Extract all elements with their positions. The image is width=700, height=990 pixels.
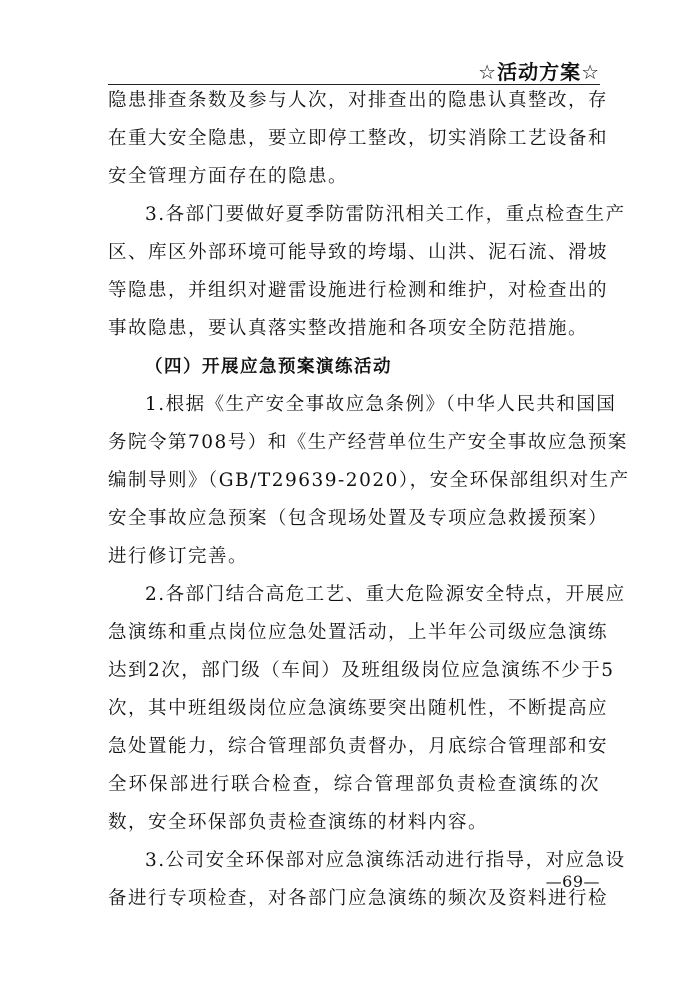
- text-line: 达到2次，部门级（车间）及班组级岗位应急演练不少于5: [108, 660, 615, 681]
- text-line: 全环保部进行联合检查，综合管理部负责检查演练的次: [108, 774, 600, 795]
- document-body: [108, 82, 630, 918]
- text-line: 3.各部门要做好夏季防雷防汛相关工作，重点检查生产: [145, 204, 626, 225]
- text-line: 1.根据《生产安全事故应急条例》（中华人民共和国国: [145, 394, 617, 415]
- text-line: 备进行专项检查，对各部门应急演练的频次及资料进行检: [108, 888, 609, 909]
- text-line: 数，安全环保部负责检查演练的材料内容。: [108, 812, 489, 833]
- text-line: 进行修订完善。: [108, 546, 249, 567]
- text-line: 隐患排查条数及参与人次，对排查出的隐患认真整改，存: [108, 90, 609, 111]
- text-line: 次，其中班组级岗位应急演练要突出随机性，不断提高应: [108, 698, 609, 719]
- page-number: —69—: [545, 872, 600, 891]
- section-heading: （四）开展应急预案演练活动: [145, 357, 392, 377]
- header-title: ☆活动方案☆: [478, 60, 600, 84]
- text-line: 急处置能力，综合管理部负责督办，月底综合管理部和安: [108, 736, 609, 757]
- text-line: 务院令第708号）和《生产经营单位生产安全事故应急预案: [108, 432, 628, 453]
- text-line: 安全事故应急预案（包含现场处置及专项应急救援预案）: [108, 508, 609, 529]
- text-line: 编制导则》（GB/T29639-2020），安全环保部组织对生产: [108, 470, 630, 491]
- text-line: 3.公司安全环保部对应急演练活动进行指导，对应急设: [145, 850, 626, 871]
- text-line: 2.各部门结合高危工艺、重大危险源安全特点，开展应: [145, 584, 626, 605]
- text-line: 急演练和重点岗位应急处置活动，上半年公司级应急演练: [108, 622, 609, 643]
- text-line: 安全管理方面存在的隐患。: [108, 166, 349, 187]
- text-line: 在重大安全隐患，要立即停工整改，切实消除工艺设备和: [108, 128, 609, 149]
- text-line: 事故隐患，要认真落实整改措施和各项安全防范措施。: [108, 318, 589, 339]
- page-header: [108, 56, 600, 85]
- text-line: 等隐患，并组织对避雷设施进行检测和维护，对检查出的: [108, 280, 609, 301]
- text-line: 区、库区外部环境可能导致的垮塌、山洪、泥石流、滑坡: [108, 242, 609, 263]
